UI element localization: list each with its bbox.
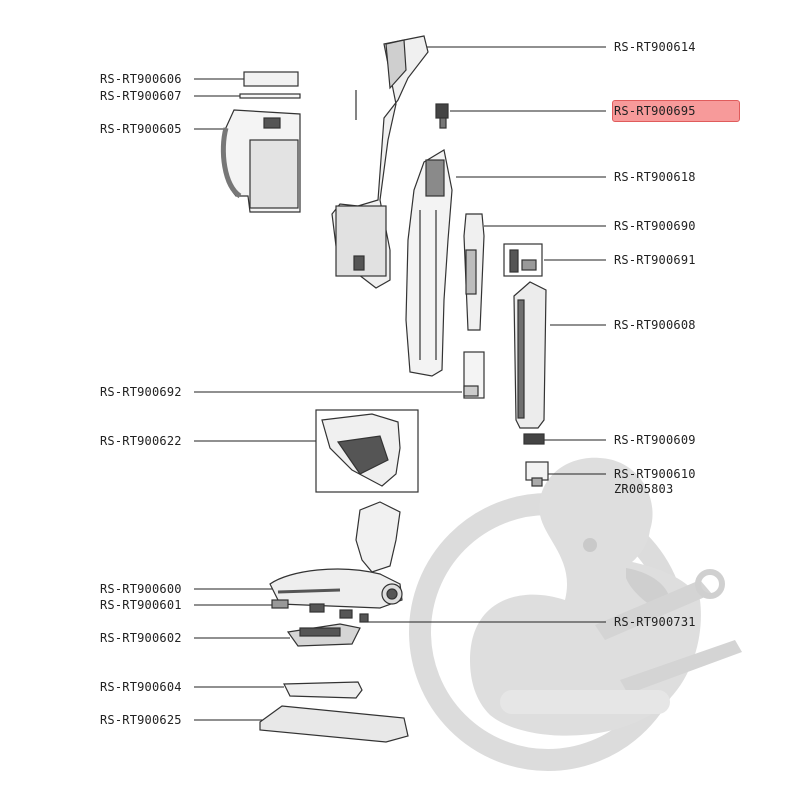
part-label-right[interactable]: RS-RT900690: [614, 219, 696, 233]
part-label-highlighted[interactable]: RS-RT900695: [614, 104, 696, 118]
part-label-left[interactable]: RS-RT900601: [100, 598, 182, 612]
part-label-left[interactable]: RS-RT900605: [100, 122, 182, 136]
part-label-right[interactable]: RS-RT900610: [614, 467, 696, 481]
part-label-left[interactable]: RS-RT900604: [100, 680, 182, 694]
part-label-left[interactable]: RS-RT900606: [100, 72, 182, 86]
part-label-right[interactable]: RS-RT900608: [614, 318, 696, 332]
reference-code-label: ZR005803: [614, 482, 674, 496]
part-label-right[interactable]: RS-RT900609: [614, 433, 696, 447]
part-label-right[interactable]: RS-RT900691: [614, 253, 696, 267]
part-label-left[interactable]: RS-RT900625: [100, 713, 182, 727]
part-label-right[interactable]: RS-RT900618: [614, 170, 696, 184]
part-label-left[interactable]: RS-RT900692: [100, 385, 182, 399]
duck-watermark-icon: [420, 458, 742, 760]
part-label-left[interactable]: RS-RT900602: [100, 631, 182, 645]
part-label-left[interactable]: RS-RT900600: [100, 582, 182, 596]
part-label-left[interactable]: RS-RT900622: [100, 434, 182, 448]
part-label-right[interactable]: RS-RT900614: [614, 40, 696, 54]
part-label-right[interactable]: RS-RT900731: [614, 615, 696, 629]
part-label-left[interactable]: RS-RT900607: [100, 89, 182, 103]
